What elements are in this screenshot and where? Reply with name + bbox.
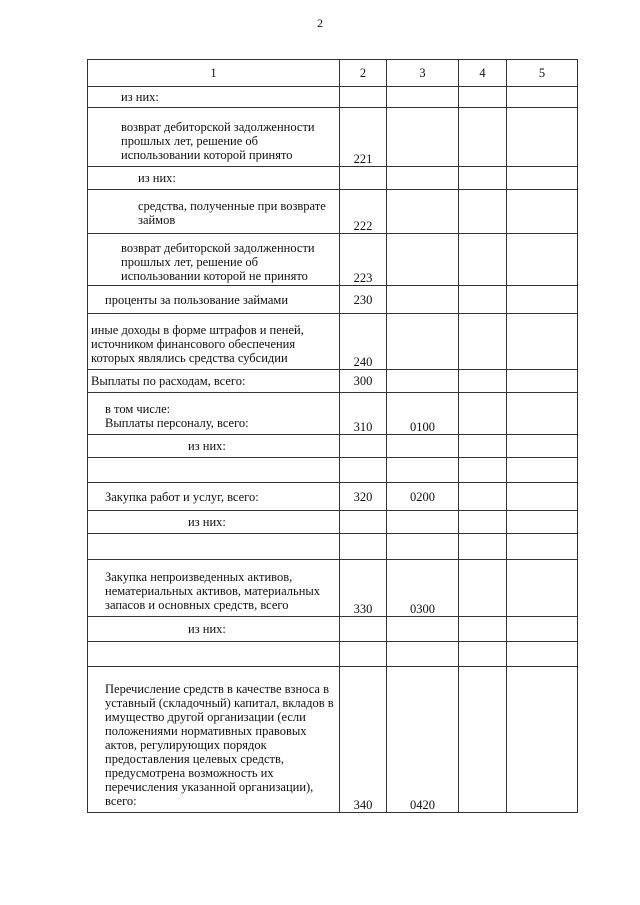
row-col5: [507, 667, 578, 813]
row-name: из них:: [88, 617, 340, 642]
row-code: 223: [340, 234, 387, 286]
row-col4: [459, 370, 507, 393]
row-col5: [507, 393, 578, 435]
row-name: из них:: [88, 167, 340, 190]
row-kbk: [387, 435, 459, 458]
table-row: [88, 667, 578, 813]
row-name-line1: в том числе:: [105, 402, 171, 416]
row-col5: [507, 458, 578, 483]
row-code: 221: [340, 108, 387, 167]
row-name: из них:: [88, 435, 340, 458]
table-row: [88, 108, 578, 167]
row-name-line2: Выплаты персоналу, всего:: [105, 416, 249, 430]
table-row: [88, 314, 578, 370]
row-name: средства, полученные при возврате займов: [88, 190, 340, 234]
row-kbk: [387, 87, 459, 108]
row-kbk: [387, 511, 459, 534]
row-code: [340, 534, 387, 560]
row-kbk: [387, 458, 459, 483]
row-code: 300: [340, 370, 387, 393]
table-row: [88, 393, 578, 435]
row-name: Закупка работ и услуг, всего:: [88, 483, 340, 511]
row-col4: [459, 667, 507, 813]
row-col5: [507, 435, 578, 458]
row-kbk: 0100: [387, 393, 459, 435]
row-code: [340, 617, 387, 642]
row-col5: [507, 534, 578, 560]
col-header-1: 1: [88, 60, 340, 87]
table-row: [88, 511, 578, 534]
row-kbk: 0200: [387, 483, 459, 511]
row-name: возврат дебиторской задолженности прошлых лет, решение об использовании которой не принято: [88, 234, 340, 286]
row-name: иные доходы в форме штрафов и пеней, источником финансового обеспечения которых являлись средства субсидии: [88, 314, 340, 370]
col-header-3: 3: [387, 60, 459, 87]
row-code: 230: [340, 286, 387, 314]
row-col5: [507, 617, 578, 642]
row-col5: [507, 511, 578, 534]
row-col4: [459, 286, 507, 314]
row-col4: [459, 314, 507, 370]
row-code: 330: [340, 560, 387, 617]
col-header-2: 2: [340, 60, 387, 87]
row-col5: [507, 560, 578, 617]
row-name: [88, 642, 340, 667]
row-col5: [507, 314, 578, 370]
table-row: [88, 435, 578, 458]
row-col4: [459, 458, 507, 483]
row-col4: [459, 483, 507, 511]
row-col5: [507, 87, 578, 108]
table-row: [88, 87, 578, 108]
row-col4: [459, 87, 507, 108]
row-kbk: [387, 642, 459, 667]
row-col5: [507, 370, 578, 393]
row-name: из них:: [88, 511, 340, 534]
header-row: [88, 60, 578, 87]
table-row: [88, 534, 578, 560]
row-kbk: [387, 617, 459, 642]
table-row: [88, 483, 578, 511]
row-col4: [459, 511, 507, 534]
row-col5: [507, 167, 578, 190]
row-col4: [459, 167, 507, 190]
row-name: Перечисление средств в качестве взноса в уставный (складочный) капитал, вкладов в имущество другой организации (если положениями нормативных правовых актов, регулирующих порядок предоставления целевых средств, предусмотрена возможность их перечисления указанной организации), всего:: [88, 667, 340, 813]
row-code: 340: [340, 667, 387, 813]
row-name: Закупка непроизведенных активов, нематериальных активов, материальных запасов и основных средств, всего: [88, 560, 340, 617]
table-row: [88, 167, 578, 190]
row-name: [88, 458, 340, 483]
row-code: [340, 167, 387, 190]
table-row: [88, 190, 578, 234]
row-kbk: [387, 234, 459, 286]
row-name: проценты за пользование займами: [88, 286, 340, 314]
row-name: Выплаты по расходам, всего:: [88, 370, 340, 393]
row-col4: [459, 560, 507, 617]
row-kbk: [387, 534, 459, 560]
row-kbk: [387, 370, 459, 393]
row-code: 240: [340, 314, 387, 370]
row-col5: [507, 286, 578, 314]
row-col4: [459, 108, 507, 167]
row-col5: [507, 642, 578, 667]
row-col5: [507, 483, 578, 511]
table-row: [88, 370, 578, 393]
page-number: 2: [317, 16, 323, 30]
row-name: из них:: [88, 87, 340, 108]
row-name: [88, 393, 340, 435]
row-col4: [459, 617, 507, 642]
row-kbk: [387, 314, 459, 370]
row-kbk: [387, 108, 459, 167]
row-kbk: [387, 286, 459, 314]
row-col4: [459, 642, 507, 667]
row-code: [340, 458, 387, 483]
row-code: 222: [340, 190, 387, 234]
row-col4: [459, 190, 507, 234]
row-kbk: [387, 167, 459, 190]
row-col4: [459, 393, 507, 435]
row-col4: [459, 435, 507, 458]
table-row: [88, 560, 578, 617]
row-code: 310: [340, 393, 387, 435]
table-row: [88, 458, 578, 483]
report-table: [87, 59, 578, 813]
row-kbk: 0420: [387, 667, 459, 813]
col-header-5: 5: [507, 60, 578, 87]
row-kbk: 0300: [387, 560, 459, 617]
row-code: [340, 435, 387, 458]
row-code: [340, 87, 387, 108]
row-col4: [459, 234, 507, 286]
table-row: [88, 234, 578, 286]
table-row: [88, 642, 578, 667]
row-col5: [507, 234, 578, 286]
row-col5: [507, 190, 578, 234]
row-name: [88, 534, 340, 560]
row-code: 320: [340, 483, 387, 511]
table-row: [88, 617, 578, 642]
row-col5: [507, 108, 578, 167]
row-name: возврат дебиторской задолженности прошлых лет, решение об использовании которой принято: [88, 108, 340, 167]
row-code: [340, 511, 387, 534]
table-row: [88, 286, 578, 314]
row-code: [340, 642, 387, 667]
row-kbk: [387, 190, 459, 234]
row-col4: [459, 534, 507, 560]
col-header-4: 4: [459, 60, 507, 87]
